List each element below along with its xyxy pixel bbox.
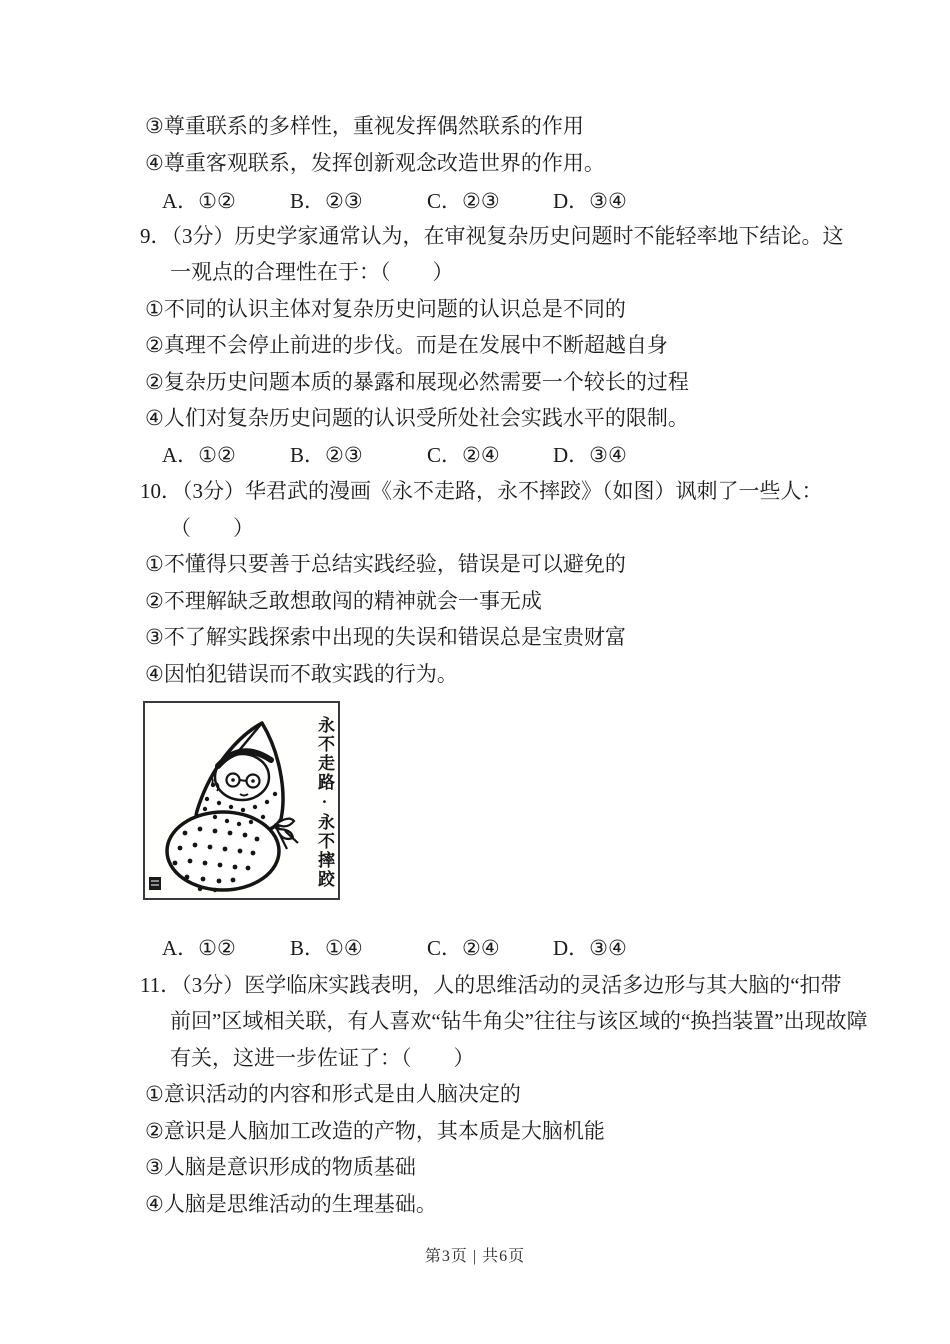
options-row <box>0 935 950 961</box>
statement-line: ①不同的认识主体对复杂历史问题的认识总是不同的 <box>145 297 626 321</box>
option-d: D．③④ <box>553 936 627 960</box>
statement-line: ③人脑是意识形成的物质基础 <box>145 1155 416 1179</box>
statement-line: ③尊重联系的多样性，重视发挥偶然联系的作用 <box>145 114 584 138</box>
artist-seal <box>149 877 161 890</box>
statement-line: ①不懂得只要善于总结实践经验，错误是可以避免的 <box>145 552 626 576</box>
statement-line: ②意识是人脑加工改造的产物，其本质是大脑机能 <box>145 1119 605 1143</box>
statement-line: ③不了解实践探索中出现的失误和错误总是宝贵财富 <box>145 625 626 649</box>
statement-line: ②真理不会停止前进的步伐。而是在发展中不断超越自身 <box>145 333 668 357</box>
option-d: D．③④ <box>553 189 627 213</box>
options-row <box>0 442 950 468</box>
option-c: C．②③ <box>427 189 500 213</box>
statement-line: ④人脑是思维活动的生理基础。 <box>145 1192 437 1216</box>
option-a: A．①② <box>162 189 236 213</box>
option-c: C．②④ <box>427 443 500 467</box>
option-d: D．③④ <box>553 443 627 467</box>
question-11-stem: 11．（3分）医学临床实践表明，人的思维活动的灵活多边形与其大脑的“扣带 <box>140 973 842 997</box>
statement-line: ④尊重客观联系，发挥创新观念改造世界的作用。 <box>145 151 605 175</box>
statement-line: ②不理解缺乏敢想敢闯的精神就会一事无成 <box>145 589 542 613</box>
question-9-stem-continuation: 一观点的合理性在于：（ ） <box>170 260 454 284</box>
question-11-stem-continuation: 有关，这进一步佐证了：（ ） <box>170 1046 475 1070</box>
option-c: C．②④ <box>427 936 500 960</box>
statement-line: ④因怕犯错误而不敢实践的行为。 <box>145 662 458 686</box>
question-9-stem: 9．（3分）历史学家通常认为，在审视复杂历史问题时不能轻率地下结论。这 <box>140 224 844 248</box>
option-b: B．①④ <box>290 936 363 960</box>
cartoon-image <box>143 701 340 900</box>
question-10-stem: 10．（3分）华君武的漫画《永不走路，永不摔跤》（如图）讽刺了一些人： <box>140 479 823 503</box>
question-10-stem-continuation: （ ） <box>170 516 254 540</box>
option-b: B．②③ <box>290 443 363 467</box>
statement-line: ②复杂历史问题本质的暴露和展现必然需要一个较长的过程 <box>145 370 689 394</box>
swaddled-baby-drawing <box>145 703 338 898</box>
option-b: B．②③ <box>290 189 363 213</box>
cartoon-caption: 永不走路·永不摔跤 <box>315 716 334 889</box>
statement-line: ①意识活动的内容和形式是由人脑决定的 <box>145 1082 521 1106</box>
option-a: A．①② <box>162 443 236 467</box>
question-11-stem-continuation: 前回”区域相关联，有人喜欢“钻牛角尖”往往与该区域的“换挡装置”出现故障 <box>170 1009 868 1033</box>
options-row <box>0 188 950 214</box>
option-a: A．①② <box>162 936 236 960</box>
statement-line: ④人们对复杂历史问题的认识受所处社会实践水平的限制。 <box>145 406 689 430</box>
page-footer: 第3页 | 共6页 <box>424 1248 526 1265</box>
